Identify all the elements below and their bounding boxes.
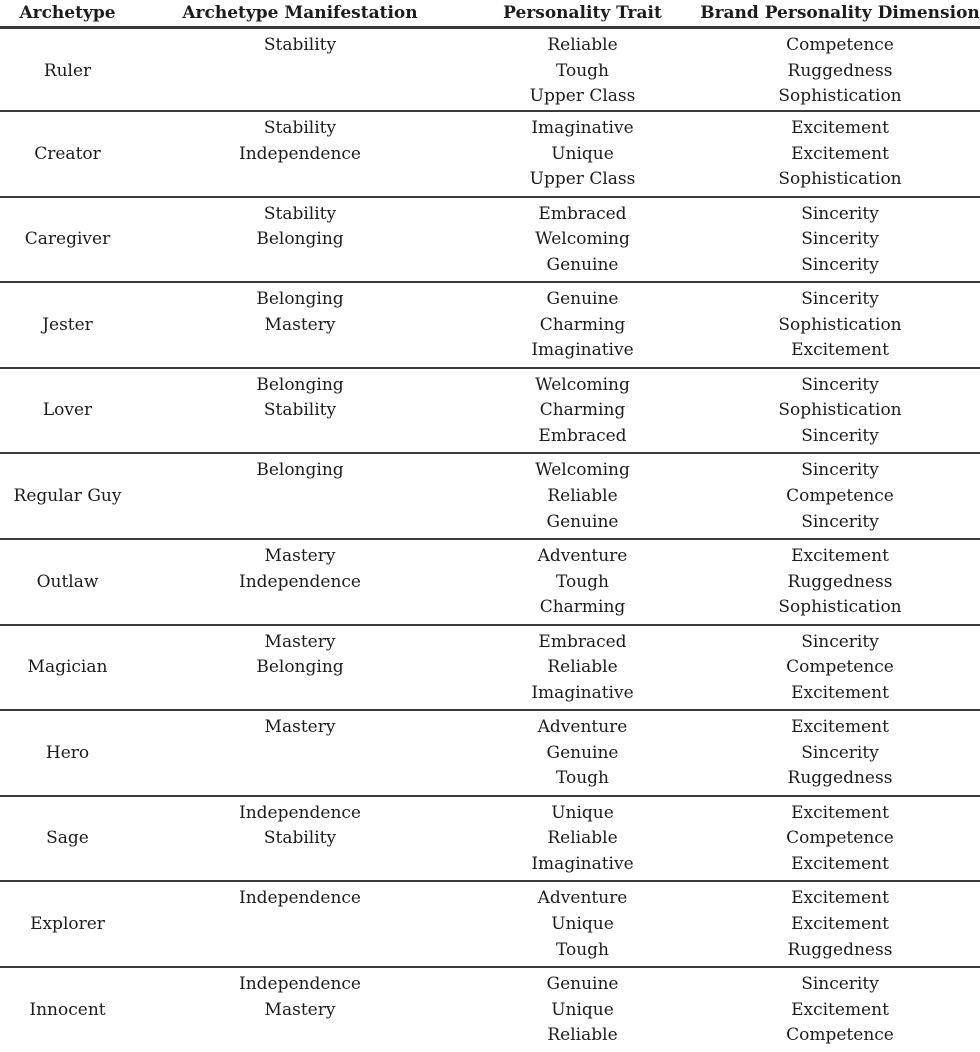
table-row: [0, 452, 980, 538]
table-row: [0, 110, 980, 196]
brand-personality-dimension-line: Sincerity: [801, 973, 879, 994]
brand-personality-dimension-line: Excitement: [791, 853, 889, 874]
brand-personality-dimension-line: Ruggedness: [787, 571, 893, 592]
column-header-brand-personality-dimension: Brand Personality Dimension: [700, 3, 980, 23]
archetype-manifestation: [135, 968, 465, 1052]
brand-personality-dimension-line: Sincerity: [801, 289, 879, 310]
brand-personality-dimension: [700, 369, 980, 453]
archetype-manifestation-line: Belonging: [256, 229, 344, 250]
column-header-archetype: Archetype: [19, 3, 116, 23]
brand-personality-dimension-line: Excitement: [791, 888, 889, 909]
personality-trait-line: Embraced: [538, 203, 627, 224]
brand-personality-dimension-line: Sincerity: [801, 631, 879, 652]
personality-trait-line: Upper Class: [529, 169, 636, 190]
personality-trait-line: Adventure: [537, 717, 628, 738]
archetype-name: [0, 626, 135, 710]
archetype-manifestation: [135, 626, 465, 710]
personality-trait-line: Genuine: [546, 254, 619, 275]
brand-personality-dimension-line: Sincerity: [801, 460, 879, 481]
brand-personality-dimension: [700, 29, 980, 110]
personality-trait-line: Tough: [555, 571, 610, 592]
personality-trait-line: Reliable: [547, 1025, 618, 1046]
personality-trait-line: Imaginative: [531, 118, 634, 138]
personality-trait-line: Genuine: [546, 742, 619, 763]
archetype-manifestation-line: Independence: [239, 143, 361, 164]
table-row: [0, 196, 980, 282]
brand-personality-dimension-line: Excitement: [791, 340, 889, 361]
archetype-name-line: Creator: [34, 143, 101, 164]
archetype-name: [0, 29, 135, 110]
archetype-manifestation-line: Mastery: [264, 545, 336, 566]
brand-personality-dimension: [700, 283, 980, 367]
archetype-manifestation-line: Independence: [239, 802, 361, 823]
table-header-row: [0, 0, 980, 29]
personality-trait-line: Tough: [555, 768, 610, 789]
brand-personality-dimension-line: Excitement: [791, 717, 889, 738]
brand-personality-dimension-line: Excitement: [791, 913, 889, 934]
archetype-manifestation-line: Mastery: [264, 999, 336, 1020]
archetype-manifestation: [135, 29, 465, 110]
personality-trait-line: Unique: [551, 913, 614, 934]
archetype-name: [0, 112, 135, 196]
archetype-manifestation: [135, 882, 465, 966]
personality-trait-line: Unique: [551, 802, 614, 823]
brand-personality-dimension-line: Sincerity: [801, 254, 879, 275]
personality-trait: [465, 797, 700, 881]
brand-personality-dimension-line: Excitement: [791, 545, 889, 566]
brand-personality-dimension-line: Sophistication: [778, 597, 902, 618]
personality-trait-line: Welcoming: [535, 229, 630, 250]
column-header-archetype-manifestation: Archetype Manifestation: [182, 3, 418, 23]
archetype-manifestation-line: Belonging: [256, 374, 344, 395]
archetype-manifestation: [135, 369, 465, 453]
brand-personality-dimension-line: Sophistication: [778, 314, 902, 335]
brand-personality-dimension-line: Ruggedness: [787, 939, 893, 960]
archetype-manifestation-line: Stability: [263, 118, 337, 138]
archetype-name-line: Outlaw: [36, 571, 99, 592]
table-row: [0, 880, 980, 966]
brand-personality-dimension-line: Competence: [786, 828, 894, 849]
personality-trait: [465, 454, 700, 538]
personality-trait-line: Unique: [551, 999, 614, 1020]
brand-personality-dimension-line: Competence: [786, 1025, 894, 1046]
table-row: [0, 538, 980, 624]
archetype-manifestation-line: Stability: [263, 35, 337, 55]
archetype-manifestation: [135, 198, 465, 282]
archetype-name-line: Regular Guy: [13, 485, 122, 506]
personality-trait: [465, 626, 700, 710]
archetype-manifestation-line: Independence: [239, 888, 361, 909]
personality-trait-line: Welcoming: [535, 374, 630, 395]
brand-personality-dimension-line: Sincerity: [801, 229, 879, 250]
archetype-name: [0, 540, 135, 624]
brand-personality-dimension-line: Sincerity: [801, 742, 879, 763]
brand-personality-dimension-line: Sincerity: [801, 374, 879, 395]
brand-personality-dimension-line: Excitement: [791, 143, 889, 164]
brand-personality-dimension-line: Sincerity: [801, 425, 879, 446]
personality-trait-line: Adventure: [537, 888, 628, 909]
brand-personality-dimension-line: Excitement: [791, 682, 889, 703]
archetype-name: [0, 198, 135, 282]
personality-trait-line: Reliable: [547, 35, 618, 55]
personality-trait-line: Charming: [539, 400, 626, 421]
archetype-name: [0, 283, 135, 367]
table-row: [0, 281, 980, 367]
brand-personality-dimension-line: Sophistication: [778, 169, 902, 190]
personality-trait: [465, 540, 700, 624]
brand-personality-dimension-line: Excitement: [791, 802, 889, 823]
brand-personality-dimension-line: Ruggedness: [787, 60, 893, 81]
table-row: [0, 709, 980, 795]
brand-personality-dimension: [700, 198, 980, 282]
archetype-manifestation-line: Mastery: [264, 717, 336, 738]
personality-trait-line: Reliable: [547, 485, 618, 506]
personality-trait: [465, 112, 700, 196]
brand-personality-dimension-line: Excitement: [791, 999, 889, 1020]
brand-personality-dimension: [700, 882, 980, 966]
archetype-name: [0, 797, 135, 881]
archetype-name: [0, 968, 135, 1052]
brand-personality-dimension-line: Sincerity: [801, 203, 879, 224]
archetype-manifestation: [135, 454, 465, 538]
brand-personality-dimension: [700, 454, 980, 538]
brand-personality-dimension-line: Competence: [786, 485, 894, 506]
personality-trait-line: Tough: [555, 60, 610, 81]
brand-personality-dimension-line: Competence: [786, 35, 894, 55]
archetype-manifestation: [135, 540, 465, 624]
personality-trait: [465, 29, 700, 110]
table-body: [0, 29, 980, 1052]
personality-trait-line: Genuine: [546, 973, 619, 994]
table-row: [0, 966, 980, 1052]
personality-trait-line: Upper Class: [529, 86, 636, 107]
brand-personality-dimension: [700, 968, 980, 1052]
archetype-manifestation: [135, 797, 465, 881]
archetype-name-line: Innocent: [29, 999, 106, 1020]
personality-trait-line: Reliable: [547, 657, 618, 678]
archetype-manifestation-line: Belonging: [256, 657, 344, 678]
personality-trait: [465, 369, 700, 453]
personality-trait: [465, 711, 700, 795]
personality-trait-line: Imaginative: [531, 682, 634, 703]
archetype-name: [0, 711, 135, 795]
archetype-name-line: Caregiver: [24, 229, 111, 250]
archetype-name: [0, 882, 135, 966]
archetype-name-line: Ruler: [43, 60, 92, 81]
personality-trait-line: Welcoming: [535, 460, 630, 481]
archetype-manifestation: [135, 112, 465, 196]
archetype-name-line: Hero: [45, 742, 90, 763]
archetype-manifestation-line: Belonging: [256, 460, 344, 481]
personality-trait-line: Genuine: [546, 289, 619, 310]
archetype-manifestation: [135, 283, 465, 367]
personality-trait-line: Tough: [555, 939, 610, 960]
table-row: [0, 795, 980, 881]
table-row: [0, 29, 980, 110]
archetype-manifestation-line: Stability: [263, 203, 337, 224]
brand-personality-dimension: [700, 711, 980, 795]
archetype-manifestation-line: Stability: [263, 400, 337, 421]
archetype-name-line: Sage: [46, 828, 89, 849]
archetype-manifestation-line: Mastery: [264, 631, 336, 652]
archetype-manifestation-line: Independence: [239, 571, 361, 592]
archetype-manifestation-line: Stability: [263, 828, 337, 849]
personality-trait-line: Genuine: [546, 511, 619, 532]
archetype-name-line: Jester: [42, 314, 93, 335]
brand-personality-dimension: [700, 540, 980, 624]
column-header-personality-trait: Personality Trait: [503, 3, 662, 23]
archetype-name: [0, 454, 135, 538]
personality-trait-line: Embraced: [538, 425, 627, 446]
personality-trait-line: Charming: [539, 597, 626, 618]
brand-personality-dimension: [700, 626, 980, 710]
archetype-name: [0, 369, 135, 453]
brand-personality-dimension-line: Competence: [786, 657, 894, 678]
table-row: [0, 624, 980, 710]
personality-trait-line: Adventure: [537, 545, 628, 566]
archetype-manifestation-line: Belonging: [256, 289, 344, 310]
personality-trait-line: Imaginative: [531, 340, 634, 361]
personality-trait: [465, 198, 700, 282]
personality-trait-line: Unique: [551, 143, 614, 164]
personality-trait-line: Charming: [539, 314, 626, 335]
personality-trait-line: Reliable: [547, 828, 618, 849]
table-row: [0, 367, 980, 453]
personality-trait: [465, 968, 700, 1052]
archetype-manifestation: [135, 711, 465, 795]
brand-personality-dimension: [700, 797, 980, 881]
archetype-manifestation-line: Mastery: [264, 314, 336, 335]
personality-trait: [465, 882, 700, 966]
brand-personality-dimension: [700, 112, 980, 196]
brand-personality-dimension-line: Ruggedness: [787, 768, 893, 789]
archetype-name-line: Lover: [42, 400, 93, 421]
archetype-manifestation-line: Independence: [239, 973, 361, 994]
brand-personality-dimension-line: Sincerity: [801, 511, 879, 532]
personality-trait: [465, 283, 700, 367]
archetype-name-line: Magician: [27, 657, 108, 678]
personality-trait-line: Embraced: [538, 631, 627, 652]
personality-trait-line: Imaginative: [531, 853, 634, 874]
archetype-name-line: Explorer: [30, 913, 105, 934]
brand-personality-dimension-line: Sophistication: [778, 400, 902, 421]
brand-personality-dimension-line: Excitement: [791, 118, 889, 138]
brand-personality-dimension-line: Sophistication: [778, 86, 902, 107]
